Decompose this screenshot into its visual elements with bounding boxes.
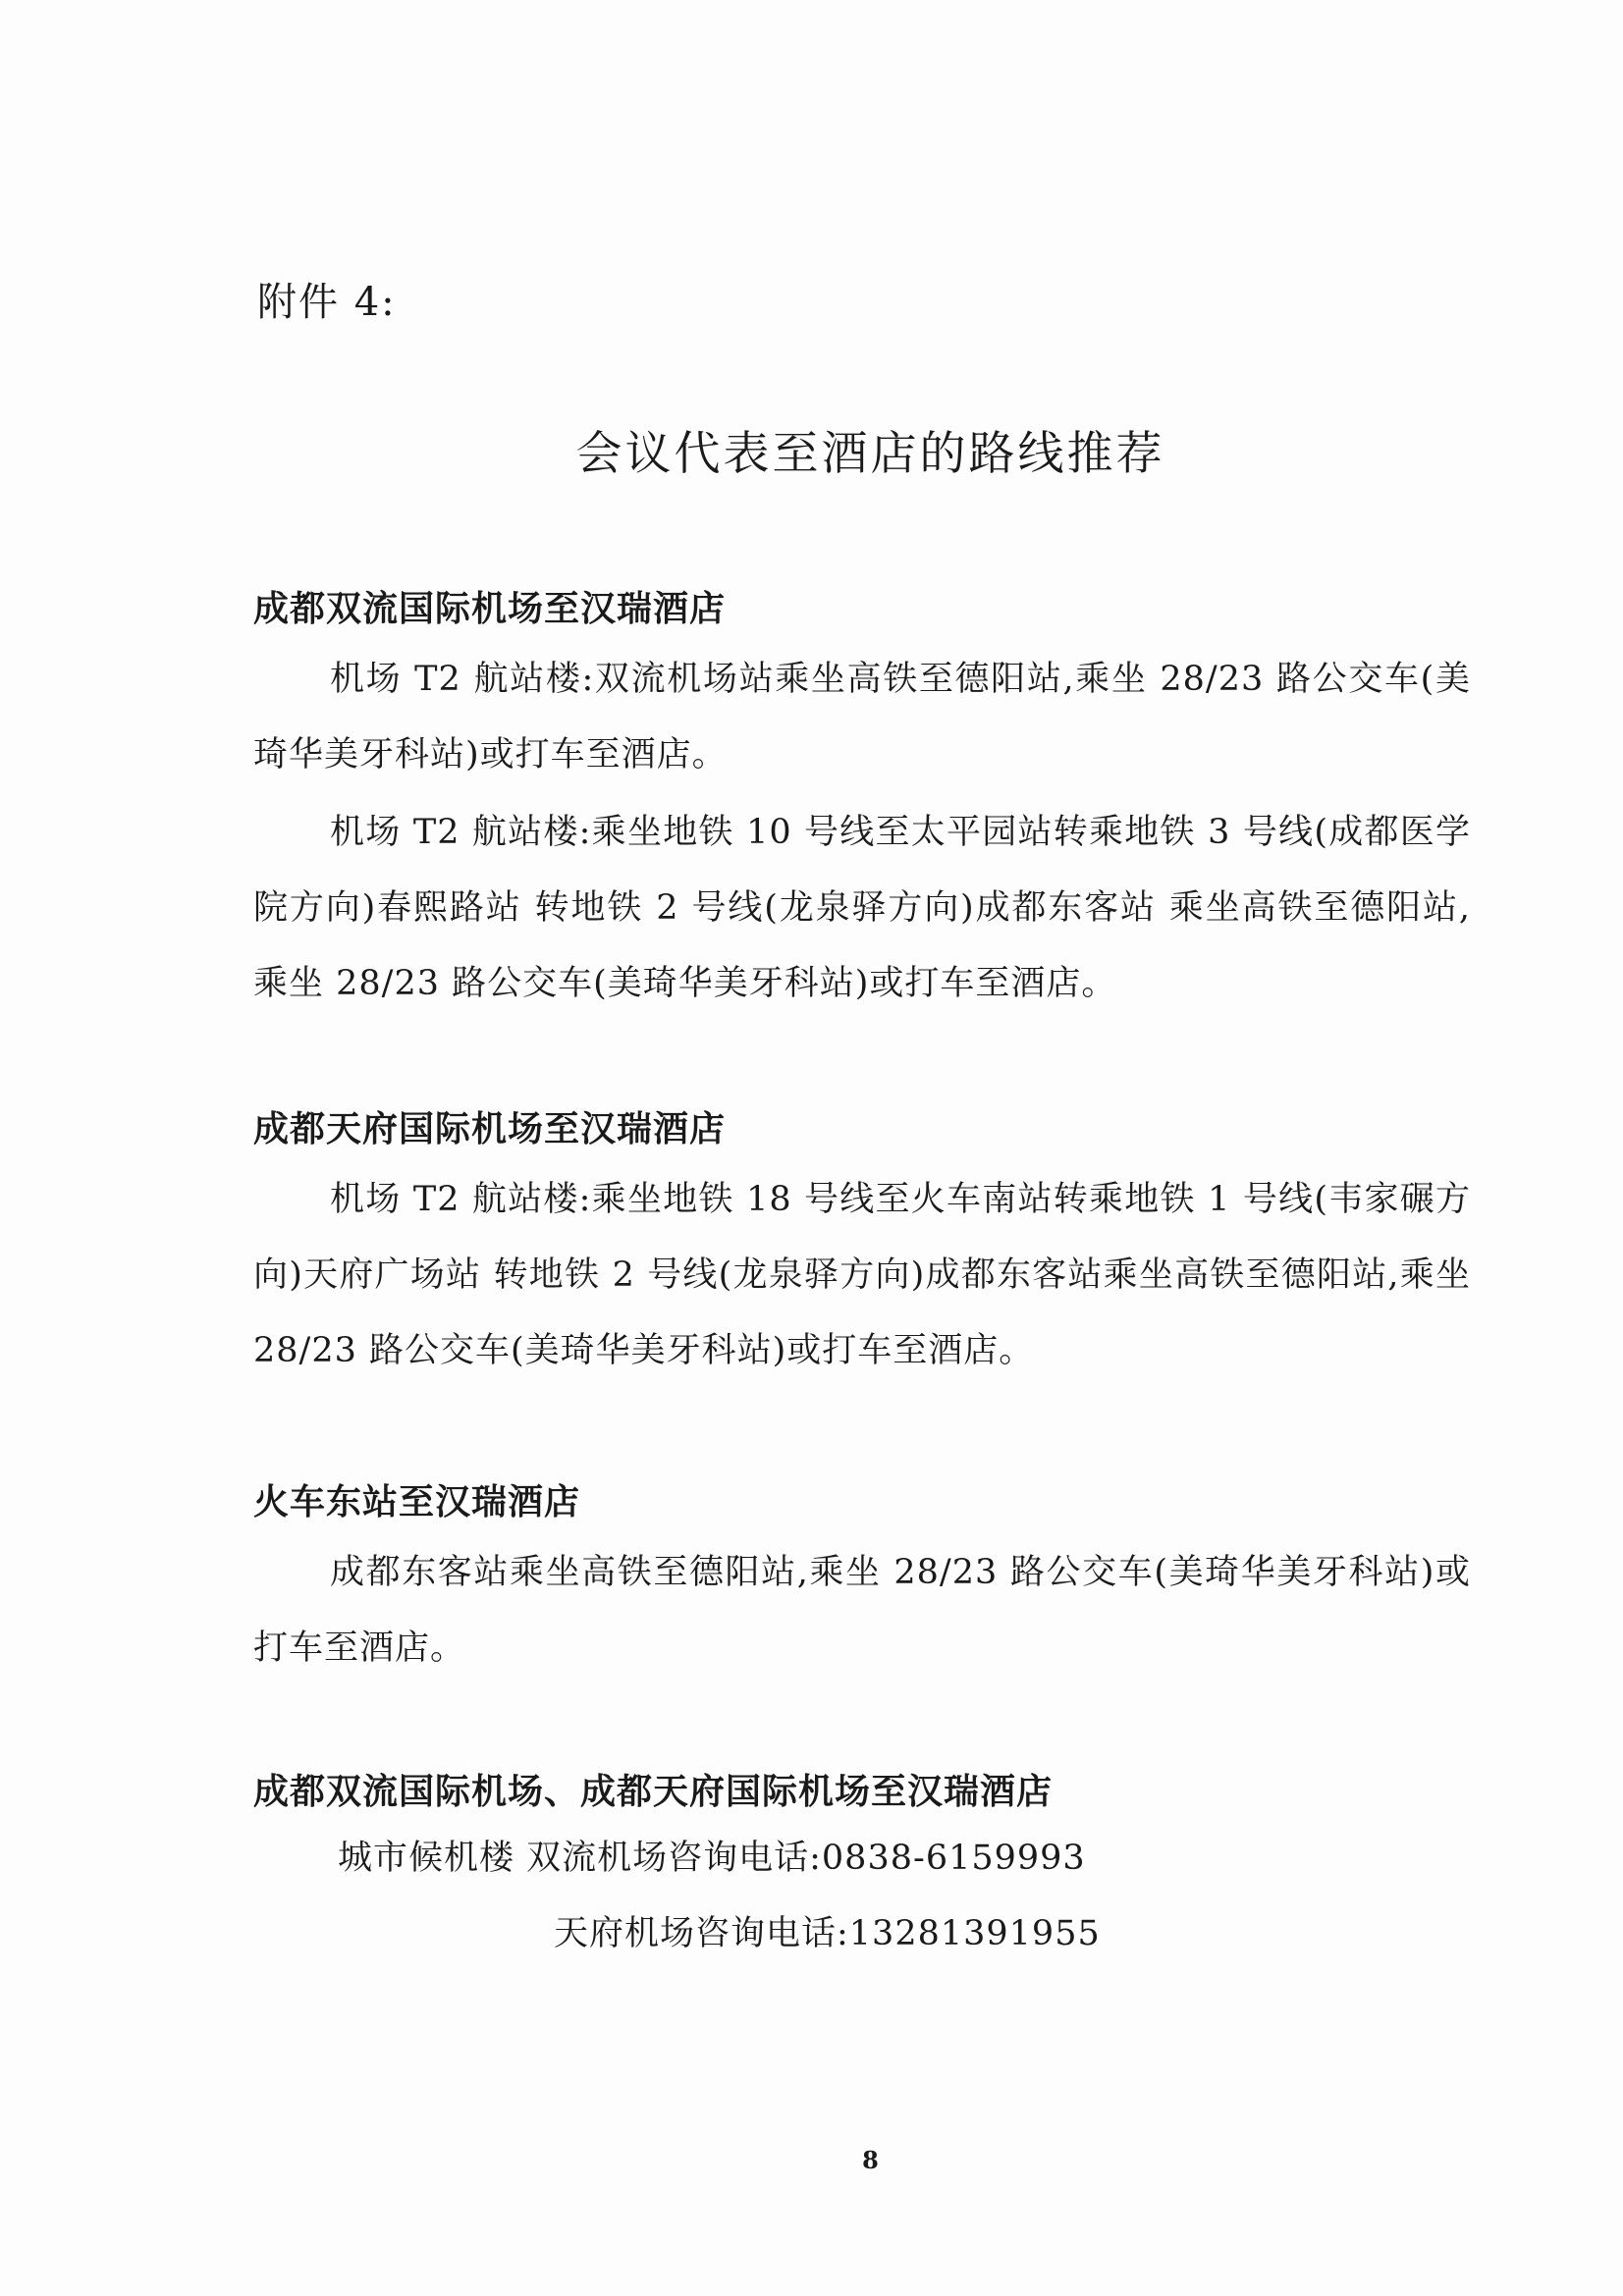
page-title: 会议代表至酒店的路线推荐 [575,427,1165,481]
route-paragraph: 机场 T2 航站楼:乘坐地铁 10 号线至太平园站转乘地铁 3 号线(成都医学院方向)春熙路站 转地铁 2 号线(龙泉驿方向)成都东客站 乘坐高铁至德阳站,乘坐 28/23 路公交车(美琦华美牙科站)或打车至酒店。 [253,813,1471,1003]
section-heading: 成都双流国际机场至汉瑞酒店 [253,588,727,629]
route-paragraph: 机场 T2 航站楼:双流机场站乘坐高铁至德阳站,乘坐 28/23 路公交车(美琦华美牙科站)或打车至酒店。 [253,660,1471,774]
section-shuangliu-airport [253,579,1471,1022]
page-number: 8 [862,2146,879,2174]
route-paragraph: 成都东客站乘坐高铁至德阳站,乘坐 28/23 路公交车(美琦华美牙科站)或打车至酒店。 [253,1553,1471,1668]
section-airport-contacts [253,1762,1471,1972]
section-heading: 成都天府国际机场至汉瑞酒店 [253,1108,727,1149]
attachment-label: 附件 4: [257,280,397,325]
contact-shuangliu-phone: 城市候机楼 双流机场咨询电话:0838-6159993 [338,1839,1086,1878]
section-tianfu-airport [253,1099,1471,1389]
section-heading: 成都双流国际机场、成都天府国际机场至汉瑞酒店 [253,1771,1054,1812]
route-paragraph: 机场 T2 航站楼:乘坐地铁 18 号线至火车南站转乘地铁 1 号线(韦家碾方向)天府广场站 转地铁 2 号线(龙泉驿方向)成都东客站乘坐高铁至德阳站,乘坐 28/23 路公交车(美琦华美牙科站)或打车至酒店。 [253,1180,1471,1370]
section-heading: 火车东站至汉瑞酒店 [253,1481,581,1522]
contact-tianfu-phone: 天府机场咨询电话:13281391955 [554,1914,1101,1953]
section-east-railway-station [253,1472,1471,1686]
